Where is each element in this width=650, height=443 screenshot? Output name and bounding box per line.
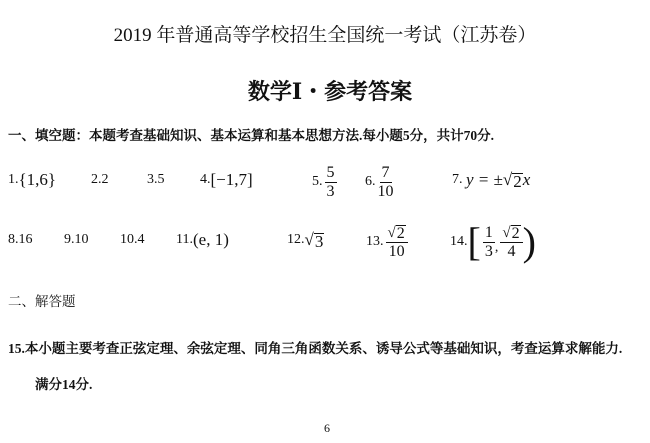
answer-1 [8, 158, 56, 202]
answer-number: 10. [120, 232, 138, 247]
document-subtitle: 数学Ⅰ・参考答案 [247, 79, 413, 104]
answer-value: 16 [18, 232, 33, 247]
answer-number: 12. [287, 232, 305, 247]
fraction [325, 164, 337, 201]
variable: x [522, 170, 531, 189]
numerator: √ 2 [500, 224, 522, 243]
close-bracket: ) [522, 219, 536, 264]
fraction [483, 224, 495, 261]
section1-heading: 一、填空题：本题考查基础知识、基本运算和基本思想方法.每小题5分，共计70分. [8, 128, 494, 143]
answer-10 [120, 218, 145, 262]
answer-number: 9. [64, 232, 75, 247]
answer-number: 14. [450, 234, 468, 249]
radicand: 3 [314, 232, 324, 251]
numerator: 5 [326, 163, 335, 181]
fraction [500, 224, 522, 261]
answer-number: 3. [147, 172, 158, 187]
denominator: 10 [377, 182, 394, 200]
radicand: 2 [513, 172, 522, 191]
denominator: 3 [326, 182, 335, 200]
answer-8 [8, 218, 33, 262]
answer-3 [147, 158, 165, 202]
answer-number: 11. [176, 232, 193, 247]
fraction [378, 164, 394, 201]
section2-heading: 二、解答题 [8, 294, 76, 309]
answer-value: 2 [101, 172, 109, 187]
denominator: 10 [388, 242, 405, 260]
answer-number: 4. [200, 172, 211, 187]
answer-value: 5 [157, 172, 165, 187]
fraction [386, 224, 408, 261]
answer-number: 1. [8, 172, 19, 187]
answer-number: 2. [91, 172, 102, 187]
separator: , [494, 240, 499, 255]
answer-value: [−1,7] [210, 170, 253, 189]
answer-number: 7. [452, 172, 463, 187]
question-15-score: 满分14分. [35, 377, 93, 392]
radicand: 2 [396, 224, 405, 242]
answer-11 [176, 218, 229, 262]
document-title: 2019 年普通高等学校招生全国统一考试（江苏卷） [113, 25, 537, 46]
sqrt: √ 3 [304, 230, 324, 251]
answer-13 [366, 220, 408, 264]
answer-7 [452, 158, 530, 202]
answer-value: 10 [74, 232, 89, 247]
answer-6 [365, 160, 394, 204]
answer-value: y = ± [466, 170, 503, 189]
answer-12 [287, 218, 324, 262]
answer-14 [450, 220, 536, 264]
answer-9 [64, 218, 89, 262]
answer-value: 4 [137, 232, 145, 247]
radicand: 2 [511, 224, 520, 242]
answer-number: 13. [366, 234, 384, 249]
numerator: √ 2 [386, 224, 408, 243]
answer-value: {1,6} [18, 170, 57, 189]
open-bracket: [ [467, 219, 481, 264]
answer-5 [312, 160, 337, 204]
numerator: 1 [484, 223, 493, 241]
answer-number: 8. [8, 232, 19, 247]
answer-number: 5. [312, 174, 323, 189]
numerator: 7 [381, 163, 390, 181]
denominator: 4 [507, 242, 516, 260]
answer-number: 6. [365, 174, 376, 189]
sqrt: √ 2 [502, 170, 522, 191]
question-15-description: 15.本小题主要考查正弦定理、余弦定理、同角三角函数关系、诱导公式等基础知识，考查运算求解能力. [8, 341, 623, 356]
page-number: 6 [324, 421, 330, 435]
answer-2 [91, 158, 109, 202]
denominator: 3 [484, 242, 493, 260]
answer-value: (e, 1) [192, 230, 229, 249]
answer-4 [200, 158, 253, 202]
